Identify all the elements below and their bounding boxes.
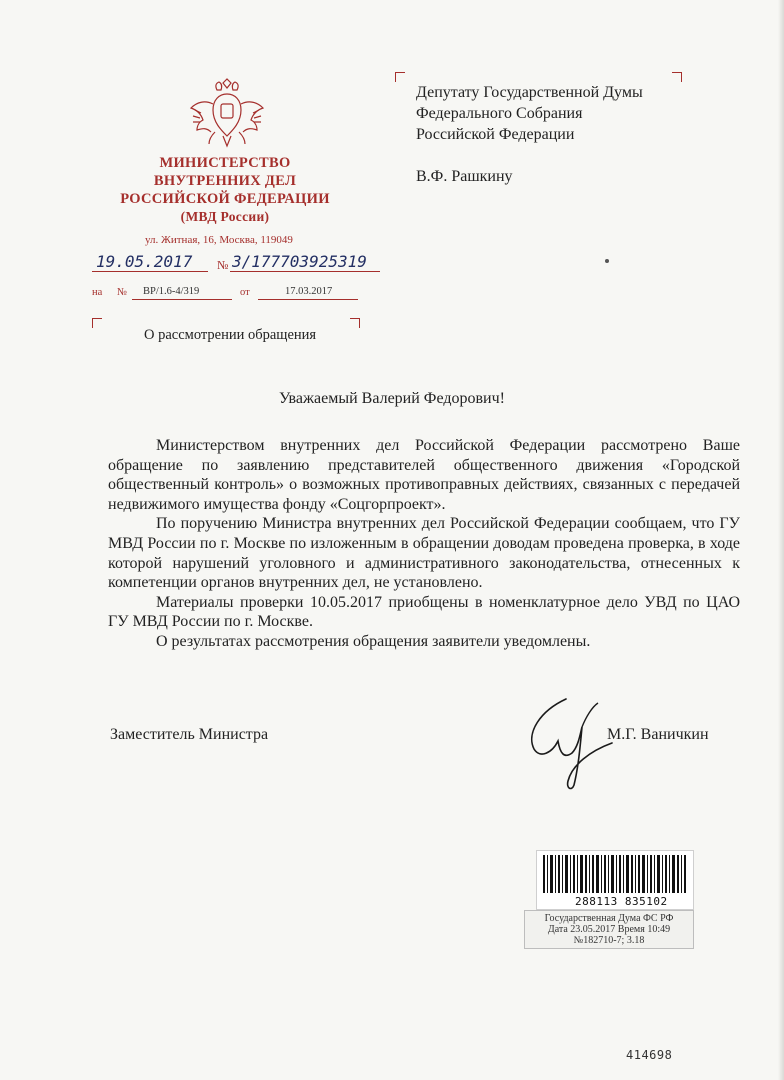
body-paragraph: Министерством внутренних дел Российской Федерации рассмотрено Ваше обращение по заявлению представителей общественного движения «Городской общественный контроль» о возможных противоправных действиях, связанных с передачей недвижимого имущества фонду «Соцгорпроект».: [108, 437, 740, 513]
ministry-address: ул. Житная, 16, Москва, 119049: [145, 234, 293, 246]
barcode: [536, 850, 694, 910]
recipient-line2: Федерального Собрания: [416, 105, 583, 122]
outgoing-date: 19.05.2017: [96, 252, 193, 271]
body-paragraph: О результатах рассмотрения обращения заявители уведомлены.: [156, 632, 591, 650]
barcode-bars-icon: [537, 851, 693, 895]
subject-line: О рассмотрении обращения: [144, 327, 317, 343]
barcode-number: 288113 835102: [575, 895, 668, 908]
recipient-line1: Депутату Государственной Думы: [416, 84, 643, 101]
letter-body: [108, 436, 740, 652]
recipient-block: [416, 82, 643, 187]
ministry-name-line4: (МВД России): [180, 209, 270, 224]
recipient-name: В.Ф. Рашкину: [416, 168, 513, 185]
document-number: 414698: [626, 1048, 673, 1062]
stamp-line1: Государственная Дума ФС РФ: [544, 913, 674, 924]
ref-date: 17.03.2017: [285, 286, 333, 297]
double-headed-eagle-emblem-icon: [187, 74, 267, 154]
ministry-name-line1: МИНИСТЕРСТВО: [159, 155, 291, 171]
stamp-text: [524, 910, 694, 949]
ref-number-sign: №: [117, 287, 128, 298]
stamp-line3: №182710-7; 3.18: [573, 935, 645, 946]
recipient-line3: Российской Федерации: [416, 126, 575, 143]
number-sign: №: [217, 258, 229, 272]
signatory-position: Заместитель Министра: [110, 726, 269, 743]
signatory-name: М.Г. Ваничкин: [607, 726, 709, 743]
ref-number: ВР/1.6-4/319: [143, 286, 200, 297]
outgoing-number: 3/177703925319: [232, 252, 367, 271]
ministry-name-line2: ВНУТРЕННИХ ДЕЛ: [153, 173, 297, 189]
ministry-name-line3: РОССИЙСКОЙ ФЕДЕРАЦИИ: [120, 191, 330, 207]
registration-stamp: [512, 850, 696, 952]
ref-from-label: от: [240, 287, 250, 298]
ref-on-label: на: [92, 287, 103, 298]
stamp-line2: Дата 23.05.2017 Время 10:49: [547, 924, 671, 935]
salutation: Уважаемый Валерий Федорович!: [279, 390, 505, 407]
body-paragraph: По поручению Министра внутренних дел Российской Федерации сообщаем, что ГУ МВД России по г. Москве по изложенным в обращении доводам проведена проверка, в ходе которой нарушений уголовного и административного законодательства, отнесенных к компетенции органов внутренних дел, не установлено.: [108, 515, 740, 592]
body-paragraph: Материалы проверки 10.05.2017 приобщены в номенклатурное дело УВД по ЦАО ГУ МВД России по г. Москве.: [108, 593, 740, 631]
